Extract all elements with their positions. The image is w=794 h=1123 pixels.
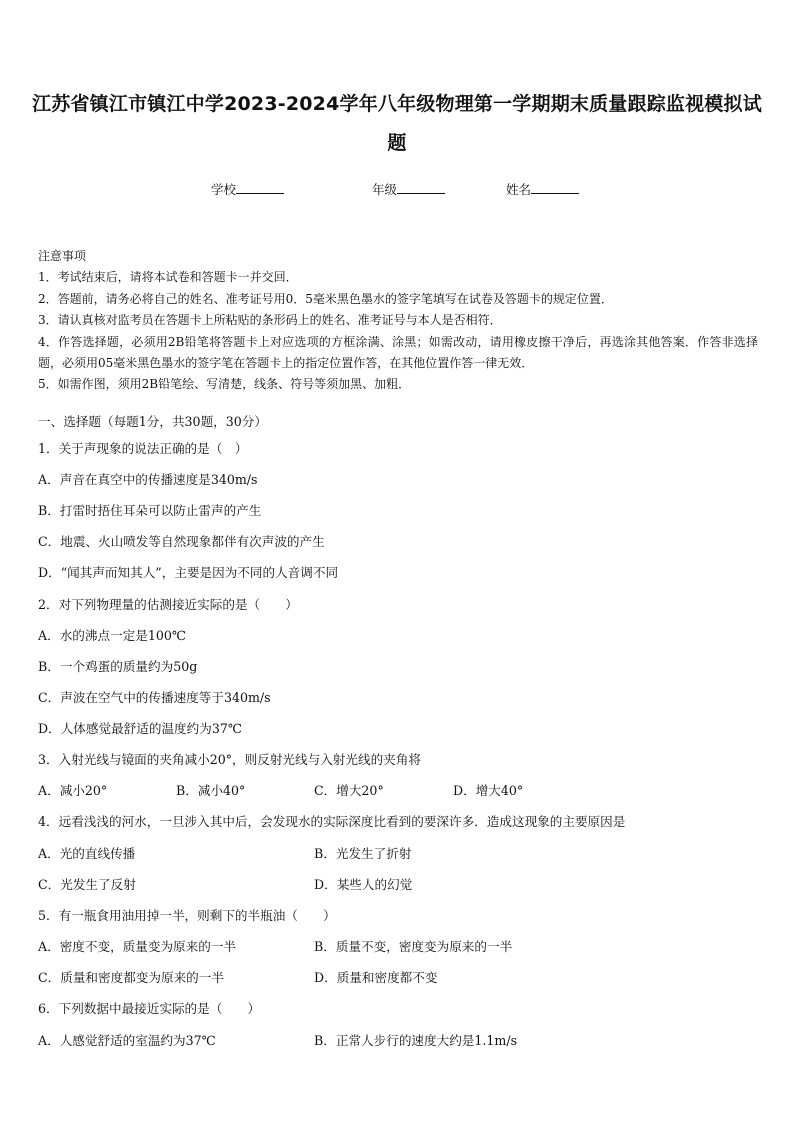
option: C．光发生了反射 <box>38 877 136 892</box>
option: A．人感觉舒适的室温约为37℃ <box>38 1033 216 1048</box>
name-blank <box>531 181 579 194</box>
question-stem: 5．有一瓶食用油用掉一半，则剩下的半瓶油（ ） <box>38 908 336 923</box>
option: D．“闻其声而知其人”，主要是因为不同的人音调不同 <box>38 565 339 580</box>
option: D．人体感觉最舒适的温度约为37℃ <box>38 721 242 736</box>
notes-block <box>38 246 758 396</box>
question-stem: 1．关于声现象的说法正确的是（ ） <box>38 441 248 456</box>
option: C．质量和密度都变为原来的一半 <box>38 970 224 985</box>
option: B．减小40° <box>176 783 246 798</box>
notes-item: 1．考试结束后，请将本试卷和答题卡一并交回． <box>38 270 298 285</box>
option: B．打雷时捂住耳朵可以防止雷声的产生 <box>38 503 262 518</box>
option: C．增大20° <box>314 783 384 798</box>
name-label: 姓名 <box>506 182 532 197</box>
notes-item: 3．请认真核对监考员在答题卡上所粘贴的条形码上的姓名、准考证号与本人是否相符． <box>38 313 502 328</box>
school-blank <box>236 181 284 194</box>
option: A．减小20° <box>38 783 108 798</box>
exam-title-continued: 题 <box>387 132 407 154</box>
option: A．水的沸点一定是100℃ <box>38 628 186 643</box>
notes-item: 2．答题前，请务必将自己的姓名、准考证号用0．5毫米黑色墨水的签字笔填写在试卷及答题卡的规定位置． <box>38 291 613 306</box>
question-stem: 3．入射光线与镜面的夹角减小20°，则反射光线与入射光线的夹角将 <box>38 752 421 767</box>
option: C．声波在空气中的传播速度等于340m/s <box>38 690 271 705</box>
notes-heading: 注意事项 <box>38 249 87 263</box>
exam-title: 江苏省镇江市镇江中学2023-2024学年八年级物理第一学期期末质量跟踪监视模拟试 <box>32 93 762 115</box>
option: A．密度不变，质量变为原来的一半 <box>38 939 237 954</box>
grade-blank <box>397 181 445 194</box>
option: D．某些人的幻觉 <box>314 877 413 892</box>
name-field <box>506 180 579 198</box>
school-label: 学校 <box>211 182 237 197</box>
option: A．声音在真空中的传播速度是340m/s <box>38 472 258 487</box>
section-heading: 一、选择题（每题1分，共30题，30分） <box>38 414 267 429</box>
option: D．增大40° <box>453 783 524 798</box>
question-stem: 6．下列数据中最接近实际的是（ ） <box>38 1001 261 1016</box>
option: A．光的直线传播 <box>38 846 136 861</box>
option: B．光发生了折射 <box>314 846 412 861</box>
notes-item: 4．作答选择题，必须用2B铅笔将答题卡上对应选项的方框涂满、涂黑；如需改动，请用橡皮擦干净后，再选涂其他答案．作答非选择题，必须用05毫米黑色墨水的签字笔在答题卡上的指定位置作答，在其他位置作答一律无效． <box>38 334 758 371</box>
option: B．正常人步行的速度大约是1.1m/s <box>314 1033 518 1048</box>
option: C．地震、火山喷发等自然现象都伴有次声波的产生 <box>38 534 325 549</box>
school-field <box>211 180 284 198</box>
option: B．质量不变，密度变为原来的一半 <box>314 939 513 954</box>
grade-label: 年级 <box>372 182 398 197</box>
option: B．一个鸡蛋的质量约为50g <box>38 659 198 674</box>
notes-item: 5．如需作图，须用2B铅笔绘、写清楚，线条、符号等须加黑、加粗． <box>38 377 411 392</box>
question-stem: 4．远看浅浅的河水，一旦涉入其中后，会发现水的实际深度比看到的要深许多．造成这现象的主要原因是 <box>38 814 626 829</box>
option: D．质量和密度都不变 <box>314 970 438 985</box>
question-stem: 2．对下列物理量的估测接近实际的是（ ） <box>38 597 298 612</box>
grade-field <box>372 180 445 198</box>
